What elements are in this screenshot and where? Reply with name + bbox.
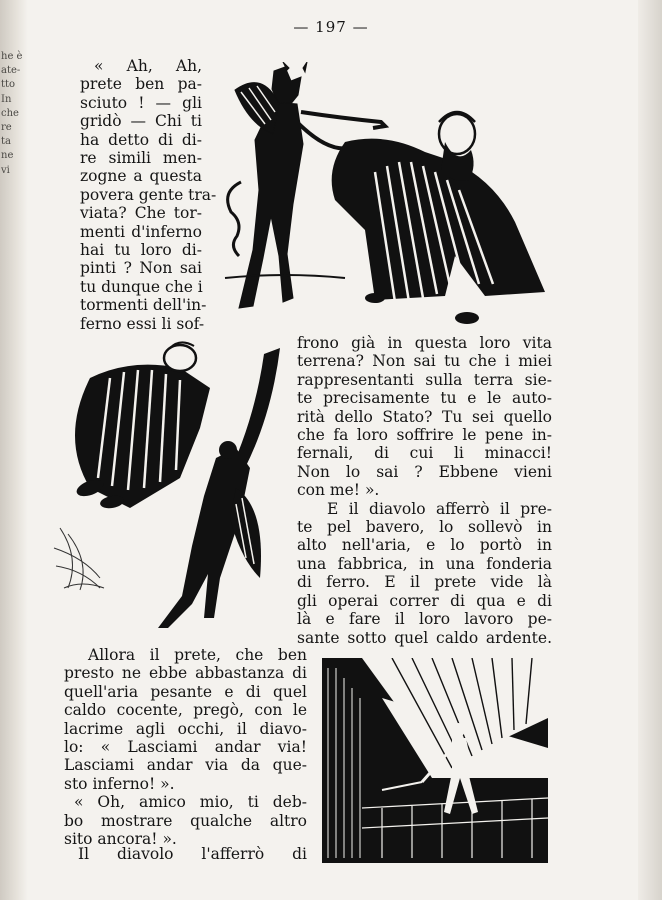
text-line: Non lo sai ? Ebbene vieni [297, 462, 552, 481]
text-line: Il diavolo l'afferrò di [78, 845, 307, 863]
fragment: ta [1, 136, 11, 148]
paragraph-devil-grabs-again [64, 845, 307, 863]
text-line: te pel bavero, lo sollevò in [297, 518, 552, 537]
paragraph-priest-pleads [64, 646, 307, 848]
text-line: sciuto ! — gli [80, 93, 202, 112]
text-line: gridò — Chi ti [80, 112, 202, 131]
text-line: terrena? Non sai tu che i miei [297, 352, 552, 371]
fragment: re [1, 122, 12, 134]
text-line: lo: « Lasciami andar via! [64, 738, 307, 757]
illustration-devil-flies-priest [50, 338, 290, 628]
text-line: prete ben pa- [80, 75, 202, 94]
text-line: Allora il prete, che ben [88, 646, 307, 664]
text-line: re simili men- [80, 149, 202, 168]
text-line: tu dunque che i [80, 277, 203, 296]
text-line: alto nell'aria, e lo portò in [297, 536, 552, 555]
page-number: — 197 — [293, 18, 369, 36]
text-line: sto inferno! ». [64, 774, 175, 793]
text-line: che fa loro soffrire le pene in- [297, 426, 552, 445]
devil-flying-illustration-icon [50, 338, 290, 628]
illustration-foundry-worker [322, 658, 548, 863]
text-line: rappresentanti sulla terra sie- [297, 370, 552, 389]
text-line: Lasciami andar via da que- [64, 756, 307, 775]
fragment: tto [1, 79, 16, 91]
text-line: rità dello Stato? Tu sei quello [297, 407, 552, 426]
text-line: frono già in questa loro vita [297, 334, 552, 352]
text-line: pinti ? Non sai [80, 259, 202, 278]
fragment: ne [1, 150, 14, 162]
paragraph-devil-speech [80, 57, 217, 333]
text-line: « Oh, amico mio, ti deb- [74, 793, 307, 812]
text-line: menti d'inferno [80, 222, 202, 241]
paragraph-devil-speech-continued [297, 334, 552, 647]
text-line: una fabbrica, in una fonderia [297, 554, 552, 573]
text-line: zogne a questa [80, 167, 202, 186]
text-line: sito ancora! ». [64, 830, 177, 849]
text-line: sante sotto quel caldo ardente. [297, 628, 552, 647]
text-line: ha detto di di- [80, 130, 202, 149]
fragment: he è [1, 51, 23, 62]
previous-page-fragments [1, 50, 23, 178]
text-line: tormenti dell'in- [80, 296, 207, 315]
devil-priest-illustration-icon [205, 62, 550, 330]
text-line: con me! ». [297, 481, 380, 500]
text-line: là e fare il loro lavoro pe- [297, 610, 552, 629]
text-line: gli operai correr di qua e di [297, 591, 552, 610]
text-line: caldo cocente, pregò, con le [64, 701, 307, 720]
text-line: « Ah, Ah, [94, 57, 202, 75]
text-line: povera gente tra- [80, 185, 217, 204]
text-line: te precisamente tu e le auto- [297, 389, 552, 408]
text-line: ferno essi li sof- [80, 314, 205, 333]
fragment: ate- [1, 65, 21, 77]
text-line: lacrime agli occhi, il diavo- [64, 719, 307, 738]
fragment: In [1, 93, 12, 105]
fragment: vi [1, 164, 10, 176]
text-line: bo mostrare qualche altro [64, 811, 307, 830]
previous-page-edge [0, 0, 28, 900]
foundry-illustration-icon [322, 658, 548, 863]
text-line: hai tu loro di- [80, 241, 202, 260]
text-line: fernali, di cui li minacci! [297, 444, 552, 463]
next-page-edge [638, 0, 662, 900]
illustration-devil-grabs-priest [205, 62, 550, 330]
text-line: presto ne ebbe abbastanza di [64, 664, 307, 683]
fragment: che [1, 107, 19, 119]
text-line: quell'aria pesante e di quel [64, 682, 307, 701]
text-line: viata? Che tor- [80, 204, 202, 223]
text-line: di ferro. E il prete vide là [297, 573, 552, 592]
text-line: E il diavolo afferrò il pre- [327, 499, 552, 518]
